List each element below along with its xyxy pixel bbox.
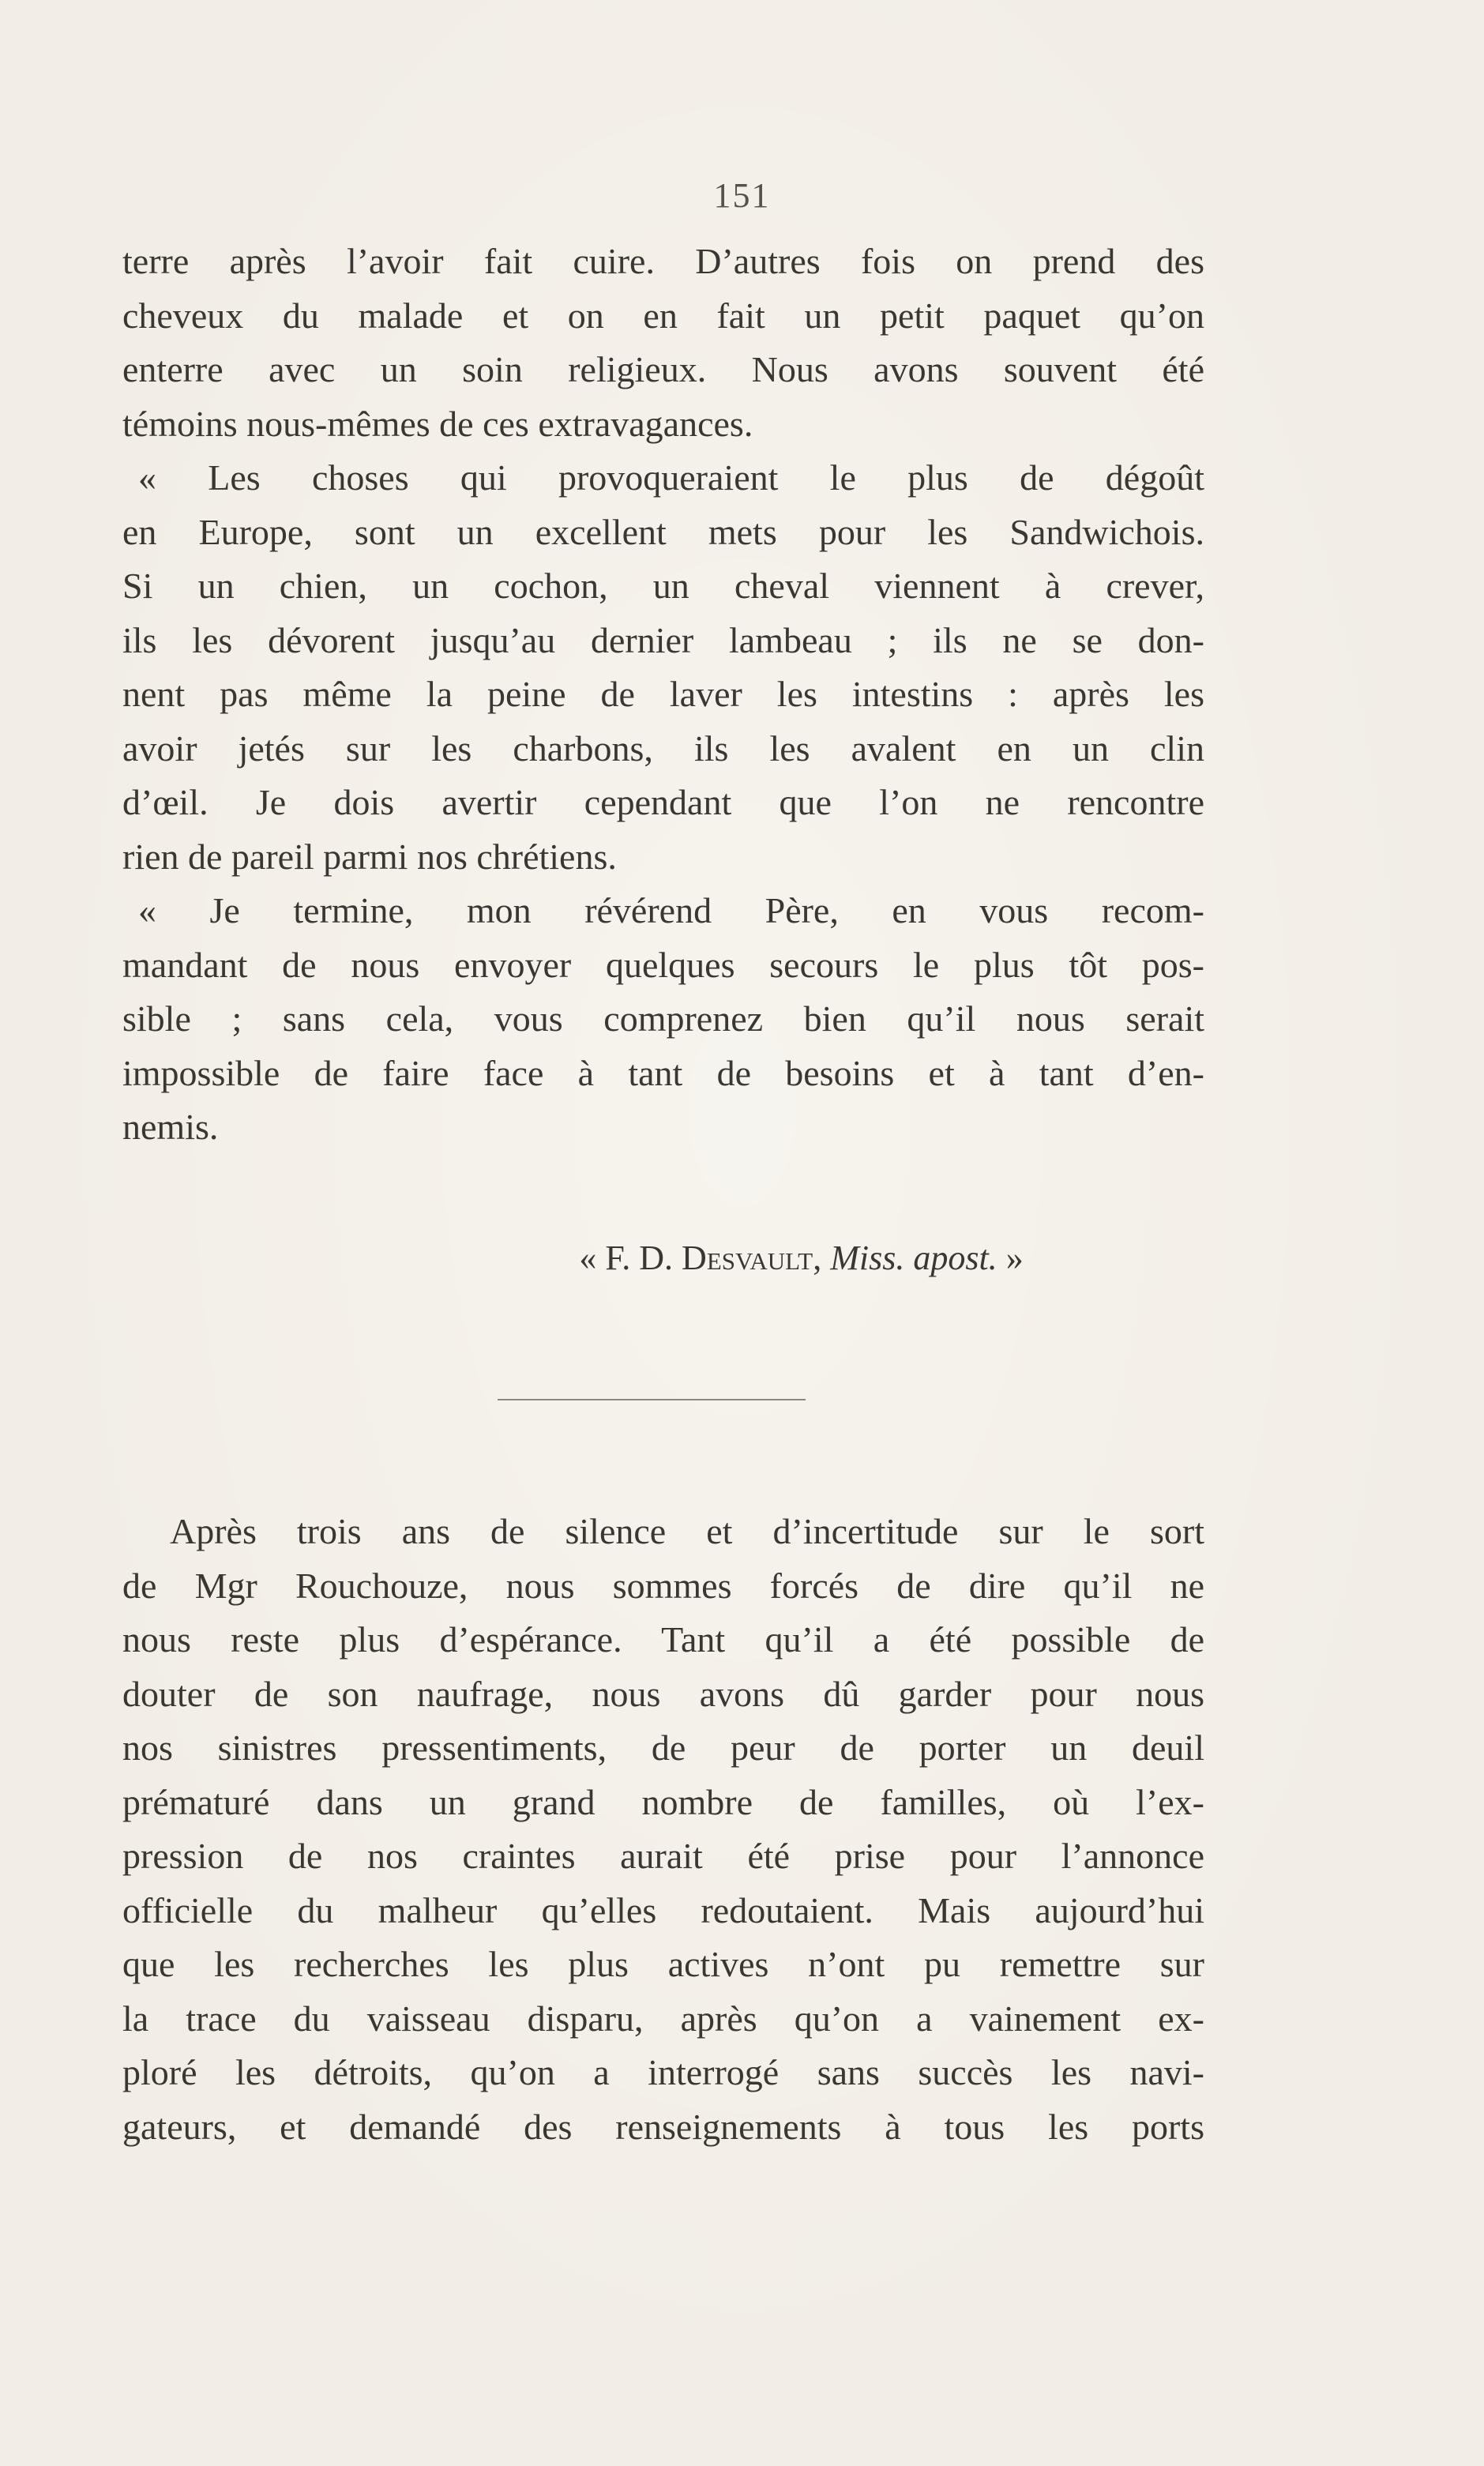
article-text-block [122, 1505, 1204, 2154]
text-line: nent pas même la peine de laver les intestins : après les [122, 674, 1204, 714]
signature-title: Miss. apost. [830, 1239, 997, 1277]
text-line: nos sinistres pressentiments, de peur de porter un deuil [122, 1727, 1204, 1768]
section-divider [498, 1399, 806, 1400]
text-line: officielle du malheur qu’elles redoutaient. Mais aujourd’hui [122, 1889, 1204, 1930]
text-line: avoir jetés sur les charbons, ils les avalent en un clin [122, 727, 1204, 769]
text-line: que les recherches les plus actives n’ont pu remettre sur [122, 1944, 1204, 1984]
signature-open: « F. D. [579, 1239, 682, 1277]
text-line: gateurs, et demandé des renseignements à tous les ports [122, 2106, 1204, 2147]
text-line: « Je termine, mon révérend Père, en vous recom- [138, 890, 1204, 930]
signature-close: » [997, 1239, 1024, 1277]
text-line: ploré les détroits, qu’on a interrogé sans succès les navi- [122, 2052, 1204, 2092]
signature-separator: , [813, 1239, 831, 1277]
text-line: Après trois ans de silence et d’incertitude sur le sort [170, 1511, 1204, 1551]
text-line: en Europe, sont un excellent mets pour les Sandwichois. [122, 511, 1204, 552]
text-line: témoins nous-mêmes de ces extravagances. [122, 403, 753, 444]
signature-name: Desvault [682, 1239, 813, 1277]
page-number: 151 [713, 176, 771, 215]
text-line: « Les choses qui provoqueraient le plus de dégoût [138, 457, 1204, 498]
text-line: la trace du vaisseau disparu, après qu’on a vainement ex- [122, 1998, 1204, 2039]
text-line: rien de pareil parmi nos chrétiens. [122, 836, 617, 877]
text-line: terre après l’avoir fait cuire. D’autres fois on prend des [122, 241, 1204, 281]
text-line: ils les dévorent jusqu’au dernier lambeau ; ils ne se don- [122, 619, 1204, 660]
text-line: cheveux du malade et on en fait un petit paquet qu’on [122, 295, 1204, 336]
text-line: nous reste plus d’espérance. Tant qu’il a été possible de [122, 1619, 1204, 1660]
text-line: d’œil. Je dois avertir cependant que l’on ne rencontre [122, 782, 1204, 822]
letter-signature [0, 1238, 1484, 1278]
text-line: de Mgr Rouchouze, nous sommes forcés de dire qu’il ne [122, 1565, 1204, 1606]
text-line: pression de nos craintes aurait été prise pour l’annonce [122, 1836, 1204, 1876]
text-line: mandant de nous envoyer quelques secours le plus tôt pos- [122, 944, 1204, 985]
text-line: impossible de faire face à tant de besoins et à tant d’en- [122, 1052, 1204, 1093]
letter-text-block [122, 235, 1204, 1155]
text-line: prématuré dans un grand nombre de familles, où l’ex- [122, 1781, 1204, 1822]
text-line: sible ; sans cela, vous comprenez bien qu’il nous serait [122, 998, 1204, 1039]
text-line: Si un chien, un cochon, un cheval viennent à crever, [122, 566, 1204, 606]
text-line: nemis. [122, 1107, 219, 1147]
text-line: douter de son naufrage, nous avons dû garder pour nous [122, 1673, 1204, 1714]
text-line: enterre avec un soin religieux. Nous avons souvent été [122, 349, 1204, 389]
